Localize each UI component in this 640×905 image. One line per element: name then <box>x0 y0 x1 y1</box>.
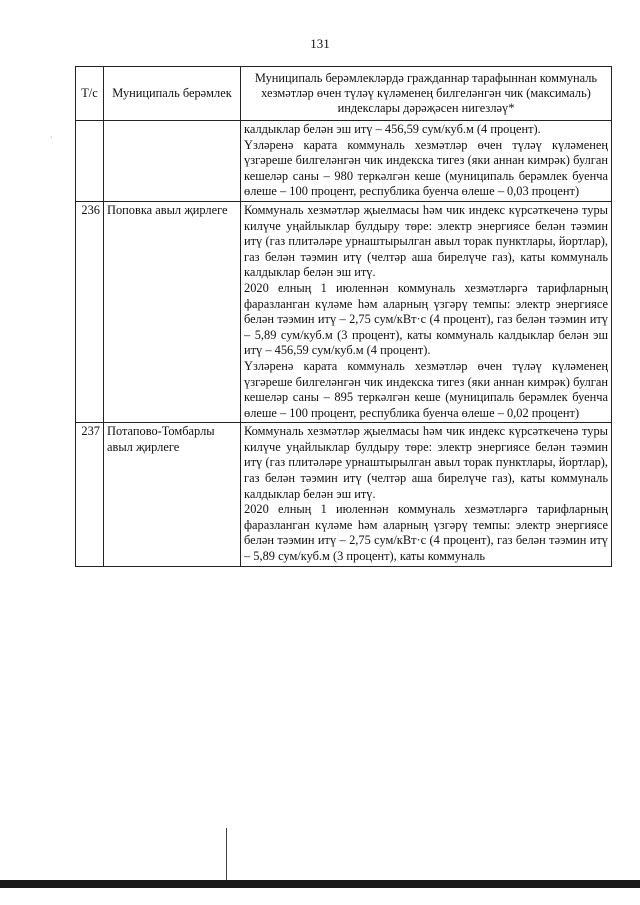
description-paragraph: 2020 елның 1 июленнән коммуналь хезмәтләргә тарифларның фаразланган күләме һәм аларның үзгәрү темпы: электр энергиясе белән тәэмин итү – 2,75 сум/кВт·с (4 процент), газ белән тәэмин итү – 5,89 сум/куб.м (3 процент), каты коммуналь калдыклар белән эш итү – 456,59 сум/куб.м (4 процент). <box>244 280 608 358</box>
header-justification: Муниципаль берәмлекләрдә гражданнар тарафыннан коммуналь хезмәтләр өчен түләү күләменең билгеләнгән чик (максималь) индекслары дәрәҗәсен нигезләү* <box>241 67 612 121</box>
page-number: 131 <box>310 36 330 51</box>
row-number: 237 <box>76 423 104 566</box>
description-paragraph: Үзләренә карата коммуналь хезмәтләр өчен түләү күләменең үзгәреше билгеләнгән чик индекска тигез (яки аннан кимрәк) булган кешеләр саны – 895 теркәлгән кеше (муниципаль берәмлек буенча өлеше – 100 процент, республика буенча өлеше – 0,02 процент) <box>244 358 608 420</box>
row-description <box>241 423 612 566</box>
table-header-row <box>76 67 612 121</box>
header-municipality: Муниципаль берәмлек <box>104 67 241 121</box>
table-row <box>76 121 612 202</box>
description-paragraph: калдыклар белән эш итү – 456,59 сум/куб.м (4 процент). <box>244 122 541 136</box>
description-paragraph: Коммуналь хезмәтләр җыелмасы һәм чик индекс күрсәткеченә туры килүче уңайлыклар булдыру төре: электр энергиясе белән тәэмин итү (газ плитәләре урнаштырылган авыл торак пунктлары, йортлар), газ белән тәэмин итү (челтәр аша бирелүче газ), каты коммуналь калдыклар белән эш итү. <box>244 424 608 501</box>
row-number <box>76 121 104 202</box>
scan-speck: · <box>50 133 53 142</box>
row-municipality: Потапово-Томбарлы авыл җирлеге <box>104 423 241 566</box>
row-description <box>241 121 612 202</box>
row-number: 236 <box>76 201 104 422</box>
row-municipality <box>104 121 241 202</box>
header-number: Т/с <box>76 67 104 121</box>
tariff-index-table <box>75 66 612 567</box>
table-row <box>76 423 612 566</box>
row-description <box>241 201 612 422</box>
table-row <box>76 201 612 422</box>
description-paragraph: 2020 елның 1 июленнән коммуналь хезмәтләргә тарифларның фаразланган күләме һәм аларның үзгәрү темпы: электр энергиясе белән тәэмин итү – 2,75 сум/кВт·с (4 процент), газ белән тәэмин итү – 5,89 сум/куб.м (3 процент), каты коммуналь <box>244 502 608 564</box>
row-municipality: Поповка авыл җирлеге <box>104 201 241 422</box>
scan-bottom-edge <box>0 880 640 888</box>
description-paragraph: Коммуналь хезмәтләр җыелмасы һәм чик индекс күрсәткеченә туры килүче уңайлыклар булдыру төре: электр энергиясе белән тәэмин итү (газ плитәләре урнаштырылган авыл торак пунктлары, йортлар), газ белән тәэмин итү (челтәр аша бирелүче газ), каты коммуналь калдыклар белән эш итү. <box>244 202 608 280</box>
description-paragraph: Үзләренә карата коммуналь хезмәтләр өчен түләү күләменең үзгәреше билгеләнгән чик индекска тигез (яки аннан кимрәк) булган кешеләр саны – 980 теркәлгән кеше (муниципаль берәмлек буенча өлеше – 100 процент, республика буенча өлеше – 0,03 процент) <box>244 137 608 199</box>
scan-margin-line <box>226 828 227 880</box>
